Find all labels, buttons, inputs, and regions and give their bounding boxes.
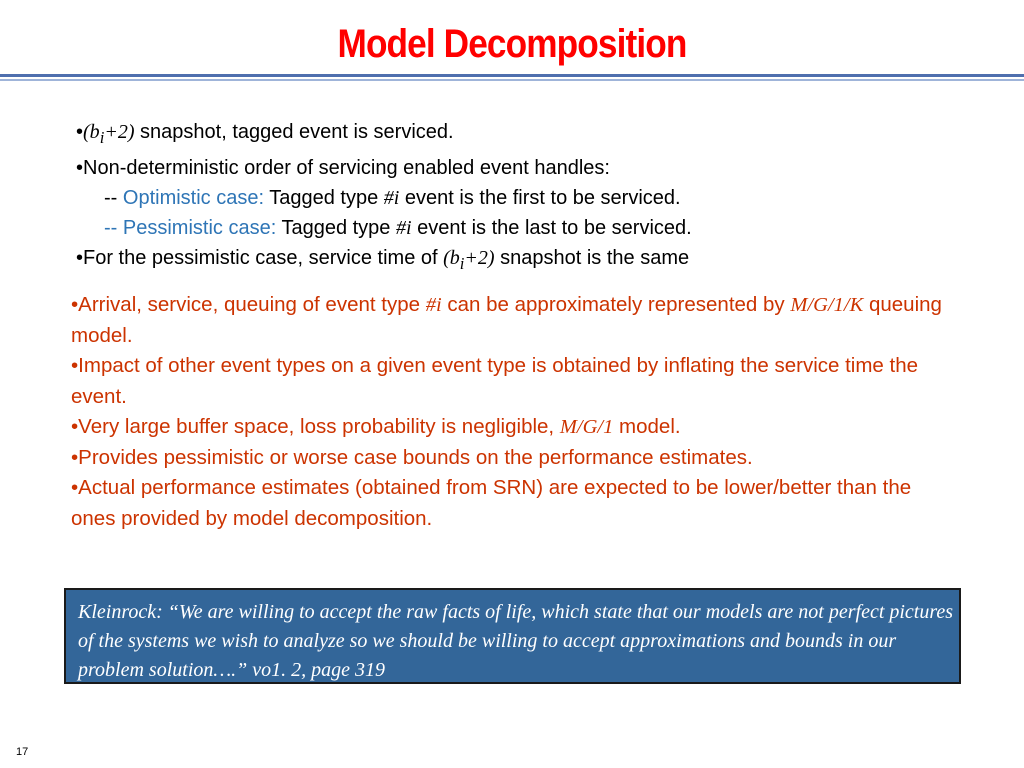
title-divider — [0, 74, 1024, 77]
bullet-snapshot-serviced: $•(b_i+2)$ snapshot, tagged event is serviced. — [76, 121, 454, 147]
bullet-nondeterministic-order: •Non-deterministic order of servicing enabled event handles: — [76, 157, 610, 179]
optimistic-label: Optimistic case: — [122, 187, 265, 209]
slide-number: 17 — [16, 746, 29, 758]
math-mg1k: M/G/1/K — [790, 294, 864, 316]
bullet-pessimistic-bounds: •Provides pessimistic or worse case bounds on the performance estimates. — [71, 445, 753, 469]
math-bi-plus-2: $(b_i+2)$ — [443, 247, 495, 273]
bullet-arrival-service-queuing: •Arrival, service, queuing of event type #i can be approximately represented by M/G/1/K queuing model. — [71, 293, 942, 347]
bullet-block-snapshot — [76, 117, 956, 279]
math-mg1: M/G/1 — [559, 416, 614, 438]
bullet-large-buffer-space: •Very large buffer space, loss probability is negligible, M/G/1 model. — [71, 415, 681, 438]
bullet-actual-performance-estimates: •Actual performance estimates (obtained from SRN) are expected to be lower/better than the ones provided by model decomposition. — [71, 476, 912, 530]
math-hash-i: #i — [383, 187, 400, 209]
bullet-block-queuing-model — [71, 290, 961, 534]
math-hash-i: #i — [395, 217, 412, 239]
bullet-impact-other-event-types: •Impact of other event types on a given event type is obtained by inflating the service time the event. — [71, 354, 919, 408]
sub-bullet-pessimistic: -- Pessimistic case: Tagged type #i event is the last to be serviced. — [104, 217, 692, 239]
sub-bullet-optimistic: -- Optimistic case: Tagged type #i event is the first to be serviced. — [104, 187, 681, 209]
math-hash-i: #i — [425, 294, 442, 316]
slide-title: Model Decomposition — [337, 22, 687, 66]
kleinrock-quote-box — [64, 588, 961, 684]
title-divider-secondary — [0, 79, 1024, 81]
kleinrock-quote-text: Kleinrock: “We are willing to accept the raw facts of life, which state that our models are not perfect pictures of the systems we wish to analyze so we should be willing to accept approximations and bounds in our problem solution….” vo1. 2, page 319 — [78, 601, 954, 681]
pessimistic-label: -- Pessimistic case: — [104, 217, 277, 239]
math-bi-plus-2: $(b_i+2)$ — [83, 121, 135, 147]
bullet-pessimistic-service-time: •For the pessimistic case, service time of $(b_i+2)$ snapshot is the same — [76, 247, 690, 273]
bullet-mark: • — [76, 121, 84, 143]
